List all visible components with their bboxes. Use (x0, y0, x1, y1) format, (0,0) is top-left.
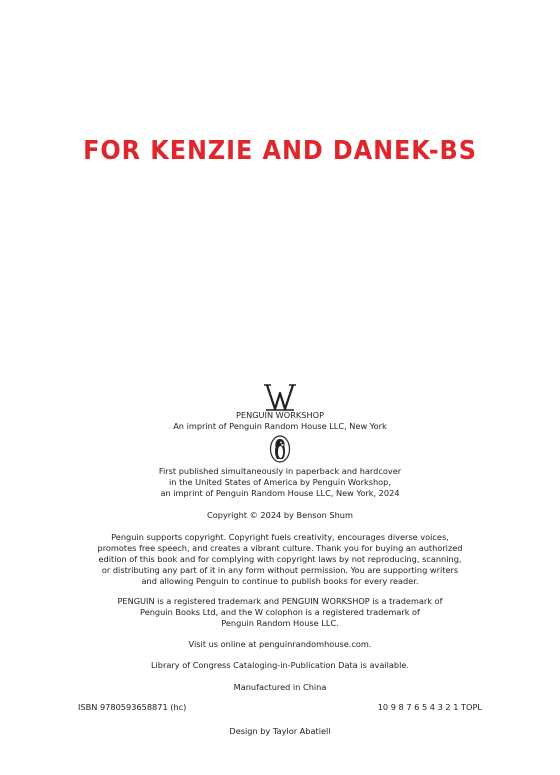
w-colophon-icon (264, 383, 296, 411)
imprint-tagline: An imprint of Penguin Random House LLC, New York (173, 421, 387, 431)
copyright: Copyright © 2024 by Benson Shum (207, 510, 353, 520)
publication-line-1: First published simultaneously in paperback and hardcover (158, 466, 402, 476)
trademark-line-3: Penguin Random House LLC. (221, 618, 339, 628)
copyright-statement-line-1: Penguin supports copyright. Copyright fuels creativity, encourages diverse voices, (111, 532, 449, 542)
dedication: FOR KENZIE AND DANEK-BS (83, 136, 477, 166)
copyright-statement-line-4: or distributing any part of it in any form without permission. You are supporting writers (101, 565, 459, 575)
trademark-line-2: Penguin Books Ltd, and the W colophon is a registered trademark of (140, 607, 420, 617)
isbn: ISBN 9780593658871 (hc) (78, 702, 187, 712)
manufactured-note: Manufactured in China (233, 682, 327, 692)
design-credit: Design by Taylor Abatiell (229, 726, 331, 736)
visit-website: Visit us online at penguinrandomhouse.com. (188, 639, 372, 649)
trademark-line-1: PENGUIN is a registered trademark and PENGUIN WORKSHOP is a trademark of (117, 596, 443, 606)
copyright-statement-line-5: and allowing Penguin to continue to publish books for every reader. (141, 576, 419, 586)
publication-line-3: an imprint of Penguin Random House LLC, New York, 2024 (160, 488, 400, 498)
publication-line-2: in the United States of America by Penguin Workshop, (169, 477, 391, 487)
copyright-statement-line-3: edition of this book and for complying with copyright laws by not reproducing, scanning, (98, 554, 462, 564)
copyright-statement-line-2: promotes free speech, and creates a vibrant culture. Thank you for buying an authorized (97, 543, 463, 553)
cataloging-note: Library of Congress Cataloging-in-Publication Data is available. (150, 660, 410, 670)
penguin-icon (269, 435, 291, 463)
printing-line: 10 9 8 7 6 5 4 3 2 1 TOPL (377, 702, 482, 712)
imprint-name: PENGUIN WORKSHOP (235, 410, 325, 420)
